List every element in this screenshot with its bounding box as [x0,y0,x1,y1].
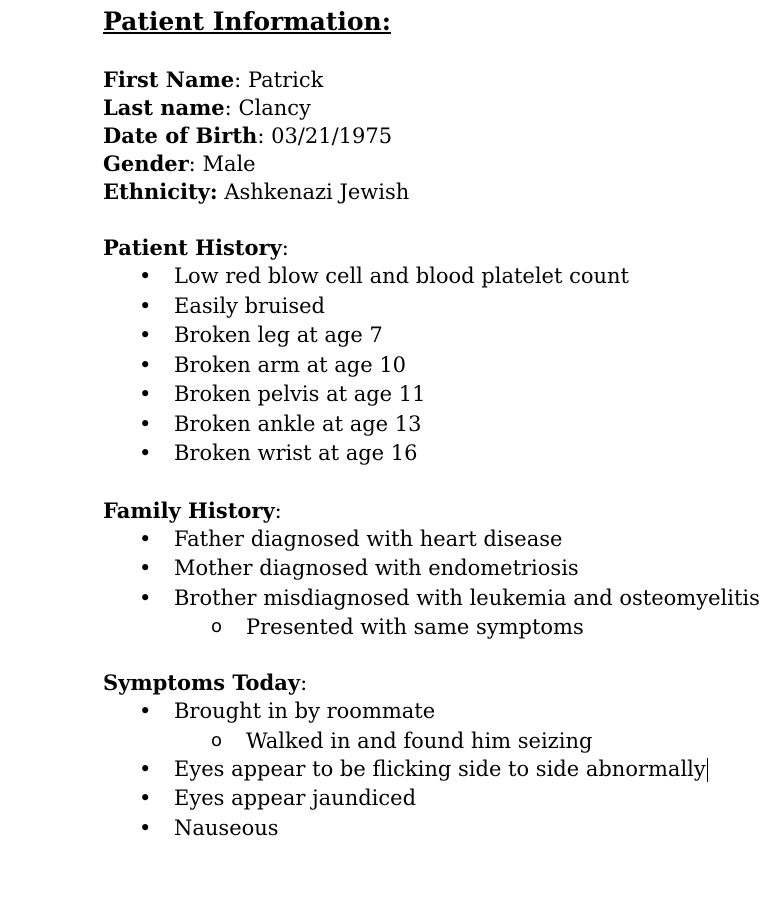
field-value: 03/21/1975 [271,124,393,148]
field-last-name [103,94,780,122]
heading-colon: : [281,236,289,260]
page-title: Patient Information: [103,7,391,36]
patient-fields [103,66,780,206]
field-label: Gender [103,151,189,176]
field-separator: : [224,96,239,120]
list-item: • Nauseous [103,814,780,844]
heading-colon: : [300,671,308,695]
list-item: • Broken wrist at age 16 [103,439,780,469]
field-label: Date of Birth [103,123,258,148]
section-heading-label: Family History [103,497,275,523]
field-label: Ethnicity: [103,179,218,204]
patient-history-list [103,262,780,469]
field-first-name [103,66,780,94]
field-separator: : [234,68,248,92]
field-value: Patrick [247,68,324,92]
list-item: • Broken ankle at age 13 [103,410,780,440]
list-item: • Low red blow cell and blood platelet count [103,262,780,292]
list-item: • Eyes appear jaundiced [103,784,780,814]
section-heading-label: Patient History [103,235,282,260]
patient-history-heading [103,234,780,262]
list-item: • Brother misdiagnosed with leukemia and osteomyelitis [103,584,780,614]
section-heading-label: Symptoms Today [103,670,301,695]
symptoms-today-list [103,697,780,843]
text-cursor [707,758,708,782]
field-ethnicity [103,178,780,206]
list-item-text: Eyes appear to be flicking side to side abnormally [174,756,706,781]
family-history-heading [103,497,780,525]
list-item: • Mother diagnosed with endometriosis [103,554,780,584]
field-value: Ashkenazi Jewish [224,180,410,204]
symptoms-today-heading [103,669,780,697]
field-label: First Name [103,67,235,92]
field-value: Male [202,152,256,176]
list-item: • Brought in by roommate [103,697,780,727]
list-item: • Broken leg at age 7 [103,321,780,351]
family-history-list [103,525,780,642]
field-date-of-birth [103,122,780,150]
field-gender [103,150,780,178]
list-item: • Broken pelvis at age 11 [103,380,780,410]
field-label: Last name [103,95,225,120]
field-separator: : [188,152,203,176]
document-page[interactable] [103,6,780,843]
field-separator: : [257,124,272,148]
field-value: Clancy [238,96,311,120]
list-item [103,755,780,785]
list-item: • Broken arm at age 10 [103,351,780,381]
sub-list-item: o Presented with same symptoms [103,613,780,641]
list-item: • Easily bruised [103,292,780,322]
list-item: • Father diagnosed with heart disease [103,525,780,555]
heading-colon: : [274,498,282,523]
sub-list-item: o Walked in and found him seizing [103,727,780,755]
